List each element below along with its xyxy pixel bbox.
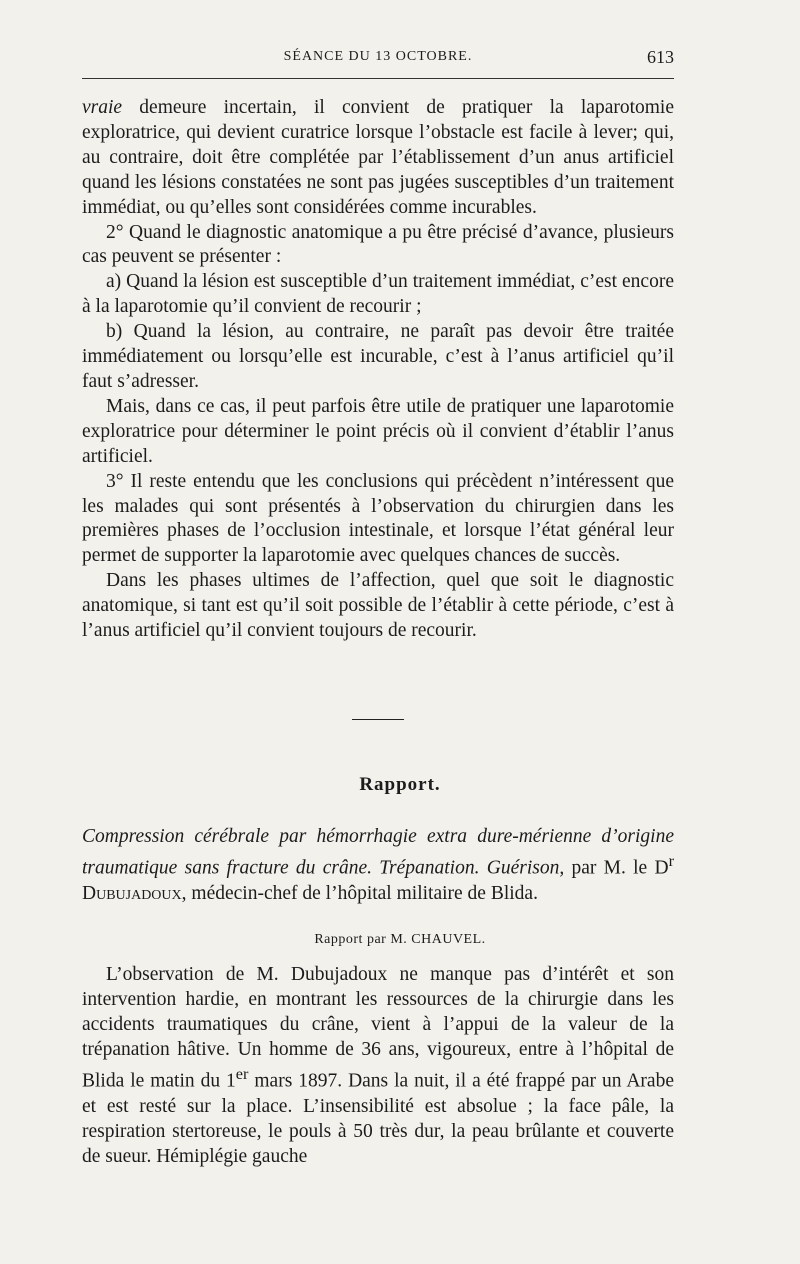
report-subject <box>82 824 674 906</box>
paragraph-1-lead: vraie <box>82 97 123 118</box>
section-separator <box>352 719 404 720</box>
paragraph-5: Mais, dans ce cas, il peut parfois être utile de pratiquer une laparotomie exploratrice pour déterminer le point précis où il convient d’établir l’anus artificiel. <box>82 395 674 467</box>
report-body <box>82 962 674 1169</box>
running-title: SÉANCE DU 13 OCTOBRE. <box>283 49 473 64</box>
report-paragraph-1 <box>82 962 674 1169</box>
running-header <box>82 44 674 74</box>
paragraph-2: 2° Quand le diagnostic anatomique a pu être précisé d’avance, plusieurs cas peuvent se présenter : <box>82 221 674 268</box>
report-subject-by: par M. le D <box>564 857 669 879</box>
report-subject-title: Compression cérébrale par hémorrhagie extra dure-mérienne d’origine traumatique sans fracture du crâne. Trépanation. Guérison, <box>82 826 674 879</box>
report-text-2: mars 1897. Dans la nuit, il a été frappé par un Arabe et est resté sur la place. L’insensibilité est absolue ; la face pâle, la respiration stertoreuse, le pouls à 50 très dur, la peau brûlante et couverte de sueur. Hémiplégie gauche <box>82 1070 674 1167</box>
paragraph-7: Dans les phases ultimes de l’affection, quel que soit le diagnostic anatomique, si tant est qu’il soit possible de l’établir à cette période, c’est à l’anus artificiel qu’il convient toujours de recourir. <box>82 570 674 642</box>
report-heading: Rapport. <box>359 774 441 795</box>
paragraph-6: 3° Il reste entendu que les conclusions qui précèdent n’intéressent que les malades qui sont présentés à l’observation du chirurgien dans les premières phases de l’occlusion intestinale, et lorsque l’état général leur permet de supporter la laparotomie avec quelques chances de succès. <box>82 470 674 567</box>
reporter-line: Rapport par M. CHAUVEL. <box>314 932 486 947</box>
report-text-1: L’observation de M. Dubujadoux ne manque pas d’intérêt et son intervention hardie, en montrant les ressources de la chirurgie dans les accidents traumatiques du crâne, vient à l’appui de la valeur de la trépanation hâtive. Un homme de 36 ans, vigoureux, entre à l’hôpital de Blida le matin du 1 <box>82 964 674 1092</box>
paragraph-1 <box>82 96 674 221</box>
paragraph-1-text: demeure incertain, il convient de pratiquer la laparotomie exploratrice, qui devient curatrice lorsque l’obstacle est facile à lever; qui, au contraire, doit être complétée par l’établissement d’un anus artificiel quand les lésions constatées ne sont pas jugées susceptibles d’un traitement immédiat, ou qu’elles sont considérées comme incurables. <box>82 97 674 218</box>
paragraph-3: a) Quand la lésion est susceptible d’un traitement immédiat, c’est encore à la laparotomie qu’il convient de recourir ; <box>82 271 674 318</box>
report-subject-rest: médecin-chef de l’hôpital militaire de Blida. <box>186 882 538 904</box>
report-subject-author: Dubujadoux, <box>82 882 187 904</box>
header-rule <box>82 78 674 79</box>
main-text <box>82 96 674 644</box>
page-number: 613 <box>647 47 674 67</box>
paragraph-4: b) Quand la lésion, au contraire, ne paraît pas devoir être traitée immédiatement ou lorsqu’elle est incurable, c’est à l’anus artificiel qu’il faut s’adresser. <box>82 321 674 392</box>
report-text-sup: er <box>235 1065 249 1083</box>
report-subject-sup: r <box>668 852 674 870</box>
